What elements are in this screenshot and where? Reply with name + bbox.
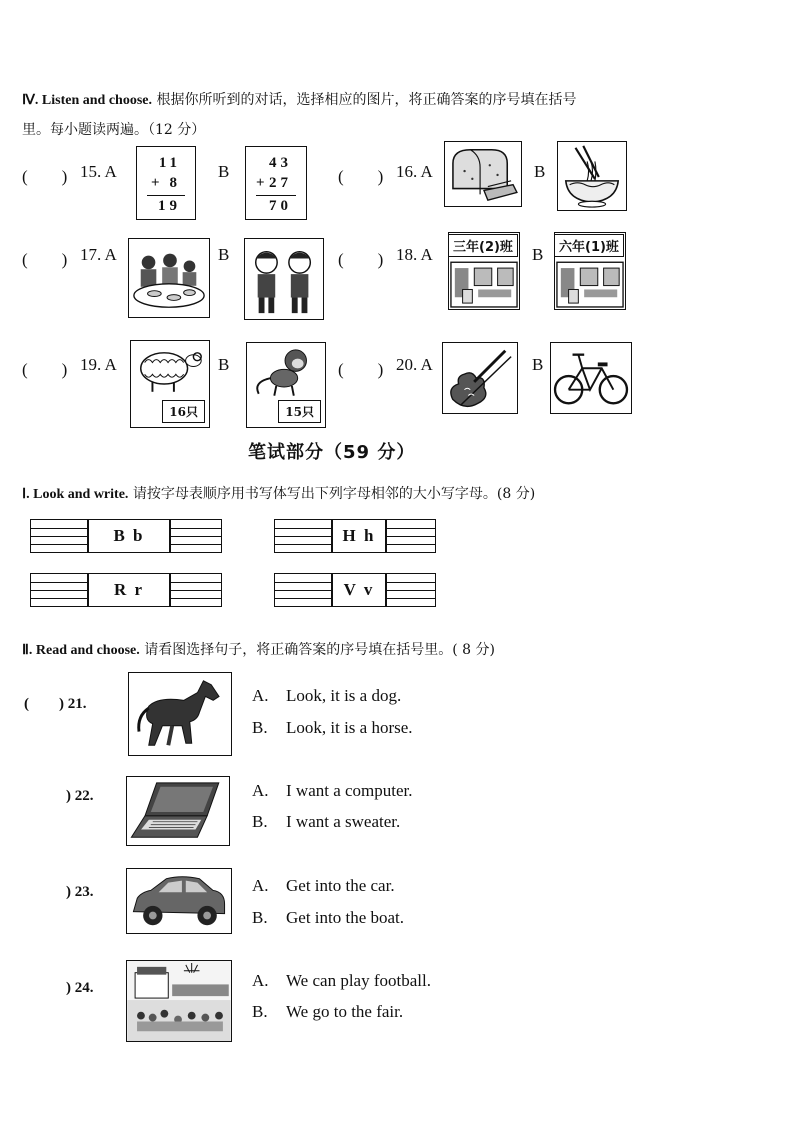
math-card-a <box>136 146 196 220</box>
listen-heading <box>22 86 576 115</box>
q22-option-a[interactable] <box>252 781 413 801</box>
letter-row-3 <box>30 573 192 607</box>
monkey-picture <box>246 342 326 428</box>
look-heading-text: 请按字母表顺序用书写体写出下列字母相邻的大小写字母。(8 分) <box>128 486 536 502</box>
math-b-op: + <box>256 175 265 191</box>
class-sign-b: 六年(1)班 <box>554 234 624 257</box>
answer-paren-18[interactable]: ( ) <box>338 250 384 269</box>
q24-option-a[interactable] <box>252 971 431 991</box>
math-a-top: 11 <box>158 155 181 171</box>
math-b-top: 43 <box>269 155 292 171</box>
letter-row-2 <box>274 519 436 553</box>
writing-box-right[interactable] <box>170 573 222 607</box>
math-b-bottom: 27 <box>269 175 292 191</box>
writing-box-left[interactable] <box>274 573 332 607</box>
sheep-picture <box>130 340 210 428</box>
listen-heading-line2: 里。每小题读两遍。（12 分） <box>22 122 206 138</box>
q24-option-a-text: We can play football. <box>286 971 431 990</box>
listen-heading-label: Ⅳ. Listen and choose. <box>22 93 152 108</box>
answer-paren-15[interactable]: ( ) <box>22 167 68 186</box>
car-picture <box>126 868 232 934</box>
two-kids-picture <box>244 238 324 320</box>
answer-paren-20[interactable]: ( ) <box>338 360 384 379</box>
given-letter-vv: V v <box>332 573 386 607</box>
q22-option-b[interactable] <box>252 812 400 832</box>
look-heading-label: Ⅰ. Look and write. <box>22 487 129 502</box>
laptop-picture <box>126 776 230 846</box>
read-heading-label: Ⅱ. Read and choose. <box>22 643 140 658</box>
math-a-result: 19 <box>158 198 181 214</box>
letter-row-1 <box>30 519 192 553</box>
q21-option-a-key: A. <box>252 686 269 705</box>
q23-option-a-key: A. <box>252 876 269 895</box>
q23-option-a-text: Get into the car. <box>286 876 395 895</box>
given-letter-bb: B b <box>88 519 170 553</box>
written-part-title: 笔试部分（59 分） <box>248 442 416 463</box>
writing-box-left[interactable] <box>30 573 88 607</box>
option-b-20: B <box>532 355 544 374</box>
question-21-number[interactable]: ( ) 21. <box>24 696 87 712</box>
q23-option-a[interactable] <box>252 876 395 896</box>
option-b-17: B <box>218 245 230 264</box>
math-b-result: 70 <box>269 198 292 214</box>
q22-option-a-key: A. <box>252 781 269 800</box>
q22-option-a-text: I want a computer. <box>286 781 413 800</box>
family-dinner-picture <box>128 238 210 318</box>
answer-paren-19[interactable]: ( ) <box>22 360 68 379</box>
question-23-number[interactable]: ) 23. <box>66 884 94 900</box>
listen-heading-text: 根据你所听到的对话，选择相应的图片，将正确答案的序号填在括号 <box>152 92 577 108</box>
math-b-rule <box>256 195 296 196</box>
q24-option-b-text: We go to the fair. <box>286 1002 404 1021</box>
bicycle-picture <box>550 342 632 414</box>
writing-box-right[interactable] <box>386 573 436 607</box>
q21-option-a-text: Look, it is a dog. <box>286 686 402 705</box>
q24-option-b-key: B. <box>252 1002 268 1021</box>
question-19-label: 19. A <box>80 355 117 374</box>
q21-option-b-text: Look, it is a horse. <box>286 718 413 737</box>
writing-box-left[interactable] <box>30 519 88 553</box>
q23-option-b-text: Get into the boat. <box>286 908 405 927</box>
math-a-op: + <box>151 175 160 191</box>
option-b-19: B <box>218 355 230 374</box>
read-heading <box>22 636 495 665</box>
sheep-count: 16只 <box>162 400 205 423</box>
writing-box-left[interactable] <box>274 519 332 553</box>
class-sign-a: 三年(2)班 <box>448 234 518 257</box>
given-letter-hh: H h <box>332 519 386 553</box>
answer-paren-17[interactable]: ( ) <box>22 250 68 269</box>
q21-option-a[interactable] <box>252 686 401 706</box>
read-heading-text: 请看图选择句子，将正确答案的序号填在括号里。( 8 分) <box>139 642 495 658</box>
q23-option-b[interactable] <box>252 908 404 928</box>
given-letter-rr: R r <box>88 573 170 607</box>
option-b-15: B <box>218 162 230 181</box>
answer-paren-16[interactable]: ( ) <box>338 167 384 186</box>
question-17-label: 17. A <box>80 245 117 264</box>
writing-box-right[interactable] <box>170 519 222 553</box>
question-15-label: 15. A <box>80 162 117 181</box>
monkey-count: 15只 <box>278 400 321 423</box>
math-a-rule <box>147 195 185 196</box>
q21-option-b[interactable] <box>252 718 413 738</box>
question-22-number[interactable]: ) 22. <box>66 788 94 804</box>
question-16-label: 16. A <box>396 162 433 181</box>
q24-option-a-key: A. <box>252 971 269 990</box>
question-18-label: 18. A <box>396 245 433 264</box>
q22-option-b-key: B. <box>252 812 268 831</box>
fair-picture <box>126 960 232 1042</box>
letter-row-4 <box>274 573 436 607</box>
q23-option-b-key: B. <box>252 908 268 927</box>
bread-picture <box>444 141 522 207</box>
look-heading <box>22 480 535 509</box>
violin-picture <box>442 342 518 414</box>
math-a-bottom: 8 <box>169 175 181 191</box>
q24-option-b[interactable] <box>252 1002 403 1022</box>
q21-option-b-key: B. <box>252 718 268 737</box>
math-card-b <box>245 146 307 220</box>
noodles-picture <box>557 141 627 211</box>
q22-option-b-text: I want a sweater. <box>286 812 401 831</box>
horse-picture <box>128 672 232 756</box>
option-b-16: B <box>534 162 546 181</box>
writing-box-right[interactable] <box>386 519 436 553</box>
question-20-label: 20. A <box>396 355 433 374</box>
question-24-number[interactable]: ) 24. <box>66 980 94 996</box>
option-b-18: B <box>532 245 544 264</box>
